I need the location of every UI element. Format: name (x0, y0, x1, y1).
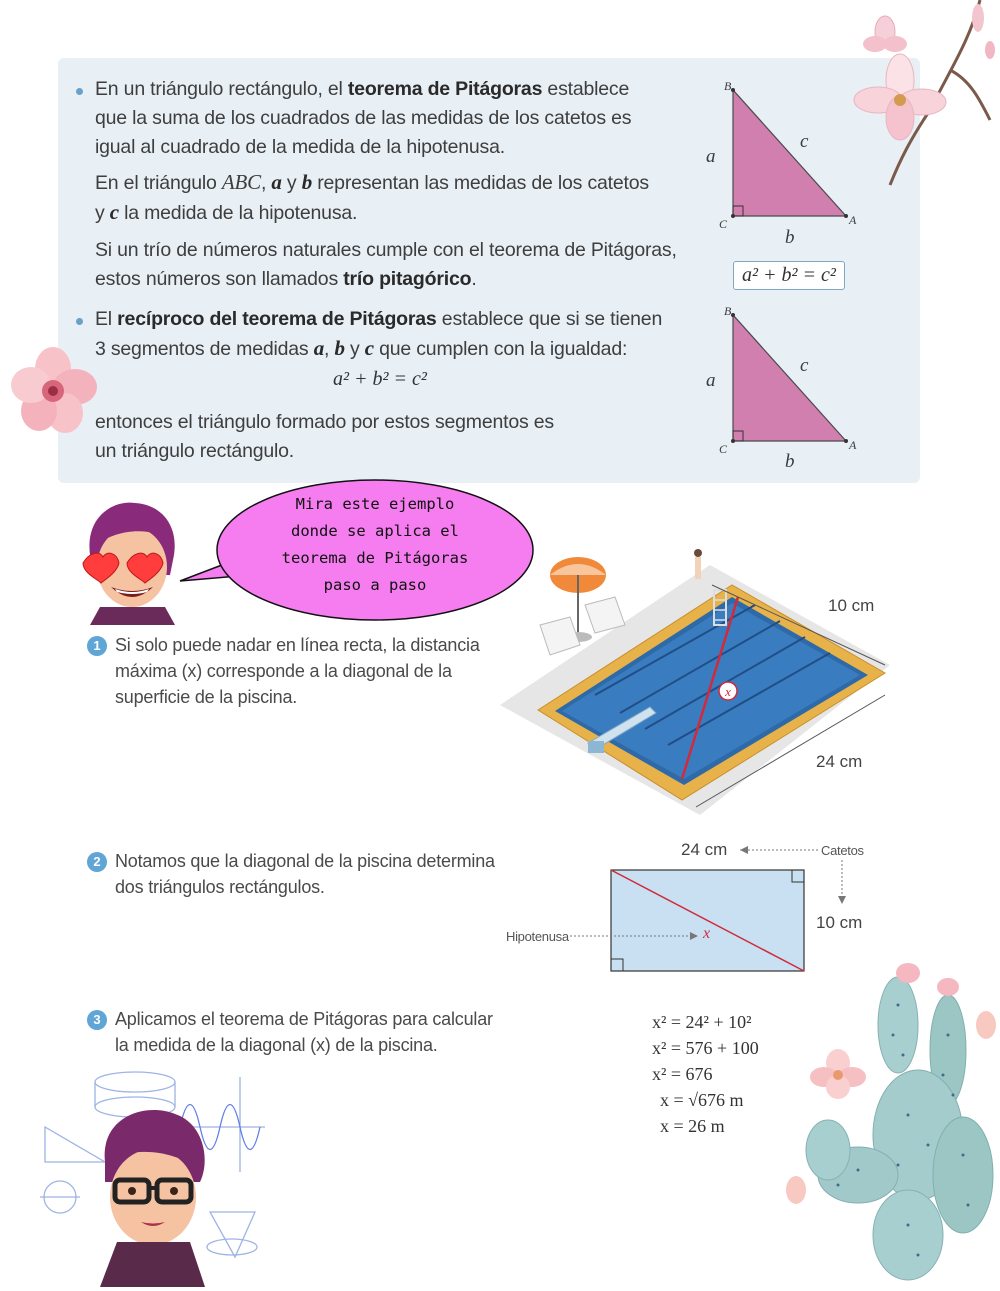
step-2-text: Notamos que la diagonal de la piscina determina dos triángulos rectángulos. (115, 851, 495, 897)
vertex-label-c: C (719, 217, 728, 231)
side-label-c: c (800, 355, 809, 376)
right-triangle-diagram-2 (700, 305, 870, 455)
equation-line: x² = 576 + 100 (652, 1038, 759, 1058)
side-label-a: a (706, 146, 716, 167)
hipotenusa-label: Hipotenusa (506, 929, 569, 944)
equation-line: x² = 24² + 10² (652, 1012, 752, 1032)
theory-paragraph-2: En el triángulo ABC, a y b representan las medidas de los catetos y c la medida de la hipotenusa. (95, 170, 649, 224)
pink-flower-decoration (5, 345, 105, 440)
step-3-text: Aplicamos el teorema de Pitágoras para calcular la medida de la diagonal (x) de la piscina. (115, 1009, 493, 1055)
pythagoras-formula-box: a² + b² = c² (733, 261, 845, 290)
vertex-label-a: A (849, 213, 857, 227)
magnolia-flower-decoration (830, 0, 1000, 190)
side-label-b: b (785, 451, 795, 472)
rect-right-label: 10 cm (816, 913, 863, 932)
reciprocal-formula: a² + b² = c² (333, 368, 427, 390)
vertex-label-b: B (724, 304, 732, 318)
side-label-c: c (800, 131, 809, 152)
step-number-3: 3 (87, 1010, 107, 1030)
rect-x-label: x (703, 925, 711, 942)
vertex-label-a: A (849, 438, 857, 452)
vertex-label-c: C (719, 442, 728, 456)
rect-top-label: 24 cm (681, 840, 728, 859)
speech-bubble-text: Mira este ejemplo donde se aplica el teorema de Pitágoras paso a paso (281, 495, 469, 594)
step-number-2: 2 (87, 852, 107, 872)
side-label-b: b (785, 227, 795, 248)
equation-line: x = √676 m (660, 1090, 744, 1110)
equation-line: x = 26 m (660, 1116, 725, 1136)
theory-paragraph-4: El recíproco del teorema de Pitágoras establece que si se tienen 3 segmentos de medidas a, b y c que cumplen con la igualdad: (95, 308, 663, 360)
vertex-label-b: B (724, 79, 732, 93)
side-label-a: a (706, 370, 716, 391)
theory-paragraph-1: En un triángulo rectángulo, el teorema de Pitágoras establece que la suma de los cuadrados de las medidas de los catetos es igual al cuadrado de la medida de la hipotenusa. (95, 78, 632, 158)
avatar-glasses-math (35, 1062, 270, 1287)
theory-paragraph-5: entonces el triángulo formado por estos segmentos es un triángulo rectángulo. (95, 411, 554, 462)
pool-illustration (500, 545, 900, 820)
theory-paragraph-3: Si un trío de números naturales cumple con el teorema de Pitágoras, estos números son llamados trío pitagórico. (95, 239, 677, 290)
equation-line: x² = 676 (652, 1064, 713, 1084)
pool-x-label: x (725, 684, 731, 699)
pool-width-label: 10 cm (828, 596, 875, 615)
step-number-1: 1 (87, 636, 107, 656)
avatar-heart-eyes (75, 495, 185, 625)
bullet (76, 318, 83, 325)
bullet (76, 88, 83, 95)
catetos-label: Catetos (821, 843, 864, 858)
pool-length-label: 24 cm (816, 752, 863, 771)
cactus-decoration (768, 955, 1000, 1291)
solution-equations (652, 1009, 759, 1139)
step-1-text: Si solo puede nadar en línea recta, la distancia máxima (x) corresponde a la diagonal de la superficie de la piscina. (115, 635, 480, 707)
